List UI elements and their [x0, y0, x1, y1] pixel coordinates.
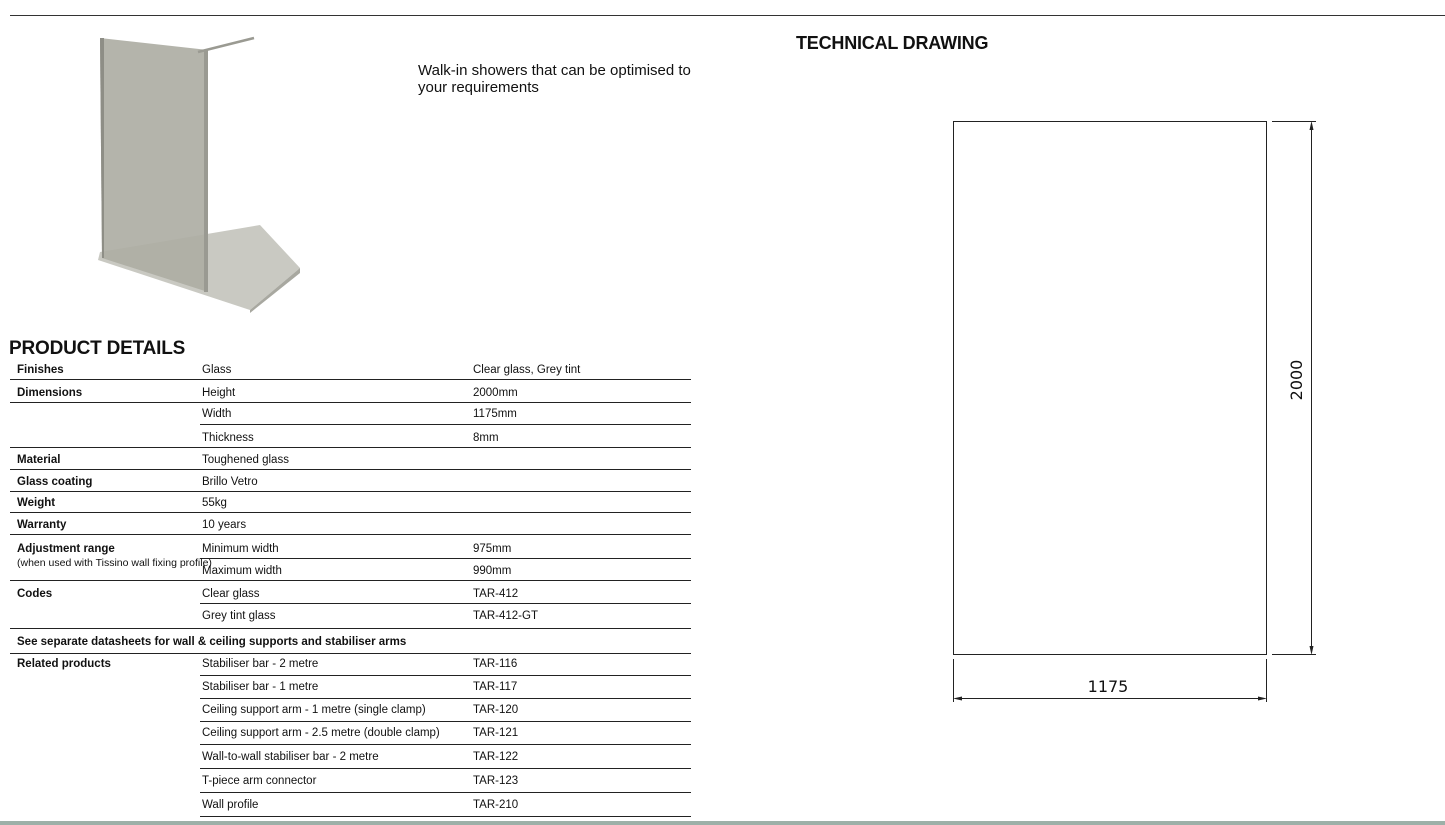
row-value: TAR-122 [473, 751, 519, 763]
height-dimension-label: 2000 [1287, 359, 1306, 401]
product-details-title: PRODUCT DETAILS [9, 338, 186, 359]
row-value: 2000mm [473, 387, 518, 399]
row-attribute: Height [202, 387, 236, 399]
table-row [10, 681, 691, 698]
arrow-down-icon [1310, 646, 1314, 655]
table-row [10, 658, 691, 675]
row-attribute: Wall profile [202, 799, 259, 811]
table-row [10, 799, 691, 816]
row-attribute: Toughened glass [202, 454, 289, 466]
row-value: TAR-412 [473, 588, 519, 600]
row-value: TAR-117 [473, 681, 518, 693]
row-value: Clear glass, Grey tint [473, 364, 581, 376]
table-row [10, 588, 691, 603]
row-attribute: Clear glass [202, 588, 260, 600]
row-value: TAR-121 [473, 727, 519, 739]
row-attribute: Glass [202, 364, 232, 376]
table-row [10, 432, 691, 448]
datasheets-note: See separate datasheets for wall & ceiling supports and stabiliser arms [17, 636, 407, 648]
arrow-right-icon [1258, 697, 1267, 701]
row-attribute: Ceiling support arm - 2.5 metre (double clamp) [202, 727, 440, 739]
row-value: TAR-412-GT [473, 610, 538, 622]
row-label: Weight [17, 497, 56, 509]
panel-outline [954, 122, 1267, 655]
table-row [10, 387, 691, 403]
row-label: Finishes [17, 364, 64, 376]
top-rule [10, 15, 1445, 16]
row-label: Related products [17, 658, 111, 670]
row-value: 990mm [473, 565, 512, 577]
table-row-note [10, 636, 691, 654]
row-attribute: Maximum width [202, 565, 282, 577]
shower-panel-image [90, 30, 310, 320]
table-row [10, 704, 691, 721]
row-attribute: Stabiliser bar - 1 metre [202, 681, 319, 693]
row-attribute: Thickness [202, 432, 254, 444]
row-attribute: 55kg [202, 497, 227, 509]
table-row [10, 476, 691, 492]
table-row [10, 543, 691, 569]
table-row [10, 775, 691, 792]
row-attribute: Ceiling support arm - 1 metre (single clamp) [202, 704, 426, 716]
row-label: Warranty [17, 519, 67, 531]
row-value: TAR-120 [473, 704, 519, 716]
table-row [10, 565, 691, 581]
table-row [10, 519, 691, 535]
row-label: Adjustment range [17, 543, 115, 555]
arrow-up-icon [1310, 121, 1314, 130]
row-attribute: Wall-to-wall stabiliser bar - 2 metre [202, 751, 379, 763]
row-value: 1175mm [473, 408, 517, 420]
row-value: TAR-123 [473, 775, 519, 787]
row-value: TAR-210 [473, 799, 519, 811]
row-value: TAR-116 [473, 658, 518, 670]
table-row [10, 610, 691, 629]
table-row [10, 751, 691, 768]
table-row [10, 408, 691, 424]
table-row [10, 497, 691, 513]
row-label: Glass coating [17, 476, 93, 488]
row-attribute: 10 years [202, 519, 247, 531]
width-dimension-label: 1175 [1087, 677, 1129, 696]
row-value: 8mm [473, 432, 499, 444]
table-row [10, 727, 691, 744]
tagline: Walk-in showers that can be optimised to your requirements [418, 62, 691, 96]
row-attribute: Grey tint glass [202, 610, 276, 622]
technical-drawing-title: TECHNICAL DRAWING [796, 33, 989, 53]
row-label: Dimensions [17, 387, 83, 399]
row-value: 975mm [473, 543, 512, 555]
adjustment-note: (when used with Tissino wall fixing profile) [17, 557, 212, 569]
row-attribute: Width [202, 408, 232, 420]
row-label: Codes [17, 588, 53, 600]
row-attribute: Minimum width [202, 543, 279, 555]
row-attribute: Stabiliser bar - 2 metre [202, 658, 319, 670]
arrow-left-icon [953, 697, 962, 701]
row-attribute: T-piece arm connector [202, 775, 317, 787]
bottom-band [0, 821, 1445, 825]
table-row [10, 364, 691, 380]
table-row [10, 454, 691, 470]
row-attribute: Brillo Vetro [202, 476, 258, 488]
technical-drawing [940, 110, 1340, 710]
row-label: Material [17, 454, 61, 466]
